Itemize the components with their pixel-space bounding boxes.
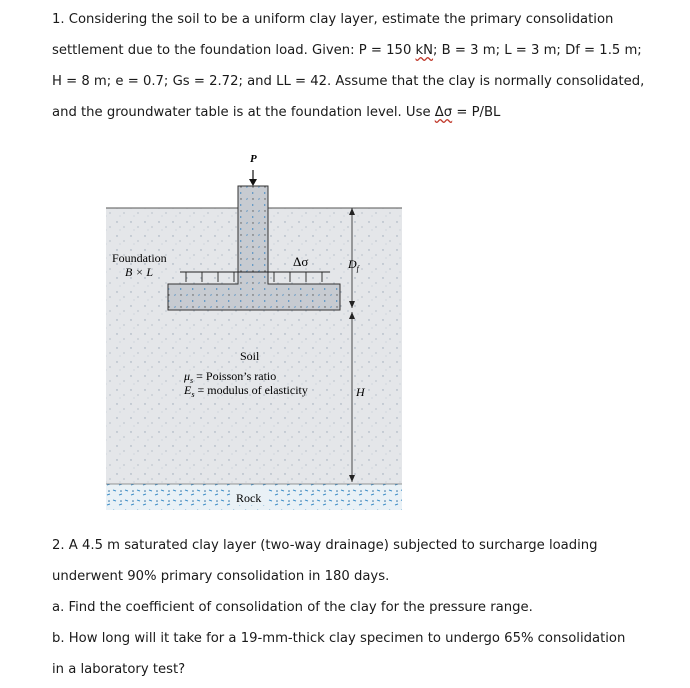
foundation-figure (100, 148, 408, 518)
q2-line-5: in a laboratory test? (52, 662, 186, 677)
stress-label: Δσ (293, 254, 309, 269)
q2-line-1: 2. A 4.5 m saturated clay layer (two-way drainage) subjected to surcharge loading (52, 538, 598, 553)
q2-line-3: a. Find the coefficient of consolidation of the clay for the pressure range. (52, 600, 533, 615)
q1-line-1: 1. Considering the soil to be a uniform clay layer, estimate the primary consolidation (52, 12, 614, 27)
q2-line-2: underwent 90% primary consolidation in 180 days. (52, 569, 390, 584)
foundation-dims: B × L (125, 265, 154, 279)
load-label: P (250, 153, 257, 165)
q1-line-4-a: and the groundwater table is at the foundation level. Use (52, 105, 435, 120)
modulus-line: $E_s$ = modulus of elasticity (184, 383, 308, 399)
q1-line-4 (52, 105, 500, 120)
foundation-label: Foundation (112, 251, 167, 265)
q2-line-4: b. How long will it take for a 19-mm-thick clay specimen to undergo 65% consolidation (52, 631, 626, 646)
q1-line-2-b: ; B = 3 m; L = 3 m; Df = 1.5 m; (433, 43, 642, 58)
df-label: $D_f$ (348, 257, 359, 273)
soil-label: Soil (240, 349, 260, 363)
q1-unit-kn: kN (415, 43, 434, 58)
q1-line-2-a: settlement due to the foundation load. Given: P = 150 (52, 43, 416, 58)
q1-delta-sigma: Δσ (434, 105, 453, 120)
h-label: H (356, 385, 365, 399)
q1-line-4-b: = P/BL (452, 105, 501, 120)
q1-line-2 (52, 43, 642, 58)
rock-label: Rock (236, 491, 262, 505)
poisson-line: $\mu_s$ = Poisson’s ratio (184, 369, 277, 385)
q1-line-3: H = 8 m; e = 0.7; Gs = 2.72; and LL = 42. Assume that the clay is normally consolidated, (52, 74, 645, 89)
